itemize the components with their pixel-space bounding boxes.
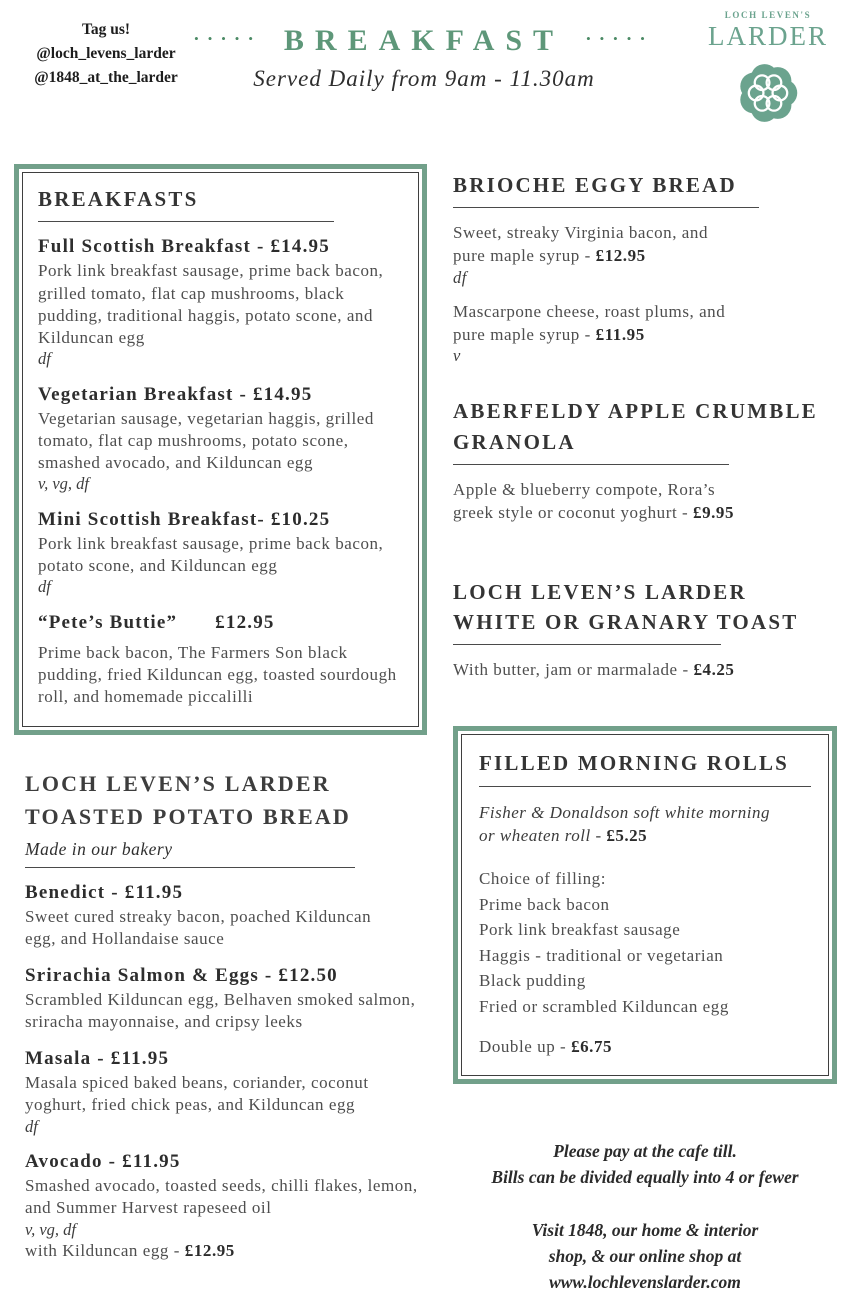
item-name: Mini Scottish Breakfast: [38, 508, 258, 530]
section-heading-line2: TOASTED POTATO BREAD: [25, 803, 351, 829]
heading-rule: [453, 207, 759, 208]
item-price: £12.95: [215, 611, 275, 633]
item-description: Sweet, streaky Virginia bacon, and: [453, 223, 708, 243]
dietary-tags: df: [38, 348, 51, 368]
social-handle-2: @1848_at_the_larder: [34, 69, 178, 87]
menu-item-avocado: Avocado - £11.95 Smashed avocado, toasted seeds, chilli flakes, lemon, and Summer Harvest rapeseed oil v, vg, df with Kilduncan egg - £12.95: [25, 1151, 427, 1261]
section-heading-line2: WHITE OR GRANARY TOAST: [453, 609, 799, 634]
menu-item-benedict: Benedict - £11.95 Sweet cured streaky bacon, poached Kilduncan egg, and Hollandaise sauce: [25, 882, 427, 950]
item-name: Full Scottish Breakfast: [38, 236, 252, 258]
ornament-dots-right-icon: •••••: [586, 31, 654, 46]
menu-item-brioche-mascarpone: Mascarpone cheese, roast plums, and pure maple syrup - £11.95 v: [453, 301, 837, 366]
item-description: Apple & blueberry compote, Rora’s: [453, 479, 716, 499]
right-column: [441, 164, 837, 1295]
item-price: £11.95: [124, 881, 184, 903]
filling-option: Haggis - traditional or vegetarian: [479, 945, 724, 965]
filling-option: Prime back bacon: [479, 894, 610, 914]
item-description: Scrambled Kilduncan egg, Belhaven smoked salmon, sriracha mayonnaise, and cripsy leeks: [25, 990, 416, 1032]
potato-bread-section: [14, 767, 427, 1261]
item-price: £11.95: [595, 324, 645, 344]
dietary-tags: df: [453, 267, 467, 287]
menu-item-mini-scottish: Mini Scottish Breakfast- £10.25 Pork link breakfast sausage, prime back bacon, potato scone, and Kilduncan egg df: [38, 509, 403, 597]
bakery-tagline: Made in our bakery: [25, 838, 173, 859]
dietary-tags: df: [38, 576, 51, 596]
filling-option: Fried or scrambled Kilduncan egg: [479, 996, 729, 1016]
page-title: BREAKFAST: [283, 24, 565, 57]
website-url: www.lochlevenslarder.com: [549, 1272, 741, 1293]
fillings-list: [479, 866, 811, 1019]
menu-item-brioche-bacon: Sweet, streaky Virginia bacon, and pure maple syrup - £12.95 df: [453, 222, 837, 287]
section-heading-line2: GRANOLA: [453, 429, 576, 454]
item-name: “Pete’s Buttie”: [38, 611, 178, 633]
item-price: £9.95: [693, 502, 735, 522]
filling-option: Pork link breakfast sausage: [479, 920, 681, 940]
breakfasts-box: [14, 164, 427, 735]
heading-rule: [25, 867, 355, 868]
item-description: Vegetarian sausage, vegetarian haggis, grilled tomato, flat cap mushrooms, potato scone, smashed avocado, and Kilduncan egg: [38, 408, 374, 472]
item-price: £11.95: [122, 1151, 181, 1173]
payment-note-line2: Bills can be divided equally into 4 or fewer: [491, 1167, 799, 1188]
heading-rule: [453, 464, 729, 465]
dietary-tags: df: [25, 1116, 38, 1136]
extra-option-price: £12.95: [184, 1241, 235, 1261]
item-name: Srirachia Salmon & Eggs: [25, 965, 259, 987]
section-heading-breakfasts: BREAKFASTS: [38, 187, 199, 211]
logo-top-text: LOCH LEVEN'S: [724, 10, 812, 20]
item-price: £6.75: [571, 1037, 613, 1057]
item-price: £12.95: [595, 246, 646, 266]
visit-note: Visit 1848, our home & interior shop, & our online shop at www.lochlevenslarder.com: [453, 1217, 837, 1295]
menu-item-petes-buttie: [38, 612, 403, 708]
menu-item-masala: Masala - £11.95 Masala spiced baked beans, coriander, coconut yoghurt, fried chick peas, and Kilduncan egg df: [25, 1048, 427, 1136]
section-heading-rolls: FILLED MORNING ROLLS: [479, 751, 790, 776]
menu-item-srirachia: Srirachia Salmon & Eggs - £12.50 Scrambled Kilduncan egg, Belhaven smoked salmon, sriracha mayonnaise, and cripsy leeks: [25, 965, 427, 1033]
dietary-tags: v, vg, df: [38, 473, 90, 493]
double-up-option: Double up - £6.75: [479, 1037, 613, 1057]
extra-option-label: with Kilduncan egg -: [25, 1241, 185, 1261]
heading-rule: [453, 644, 721, 645]
menu-item-granola: Apple & blueberry compote, Rora’s greek style or coconut yoghurt - £9.95: [453, 479, 837, 525]
item-description: Sweet cured streaky bacon, poached Kilduncan egg, and Hollandaise sauce: [25, 906, 372, 949]
section-heading-line1: ABERFELDY APPLE CRUMBLE: [453, 399, 818, 424]
item-price: £4.25: [693, 660, 735, 680]
item-description: Pork link breakfast sausage, prime back bacon, potato scone, and Kilduncan egg: [38, 533, 384, 575]
menu-columns: [0, 152, 848, 1295]
item-price: £14.95: [270, 236, 330, 258]
granola-section: [453, 396, 837, 524]
item-price: £14.95: [252, 383, 313, 405]
social-handle-1: @loch_levens_larder: [36, 45, 176, 63]
payment-note-line1: Please pay at the cafe till.: [553, 1141, 737, 1162]
item-description: Smashed avocado, toasted seeds, chilli flakes, lemon, and Summer Harvest rapeseed oil: [25, 1176, 418, 1218]
flower-rosette-icon: [702, 61, 834, 130]
logo-name-text: LARDER: [708, 21, 828, 51]
item-price: £11.95: [110, 1048, 170, 1070]
item-name: Masala: [25, 1048, 92, 1070]
item-price: £12.50: [278, 965, 338, 987]
tag-us-label: Tag us!: [81, 21, 131, 38]
menu-item-toast: [453, 659, 837, 682]
item-name: Vegetarian Breakfast: [38, 383, 234, 405]
item-description: Mascarpone cheese, roast plums, and: [453, 301, 726, 321]
item-name: Benedict: [25, 881, 106, 903]
filling-option: Black pudding: [479, 971, 586, 991]
item-description: With butter, jam or marmalade -: [453, 660, 694, 680]
rolls-intro: Fisher & Donaldson soft white morning or wheaten roll - £5.25: [479, 802, 770, 846]
item-price: £5.25: [606, 826, 648, 846]
item-price: £10.25: [270, 508, 331, 530]
menu-item-vegetarian: Vegetarian Breakfast - £14.95 Vegetarian sausage, vegetarian haggis, grilled tomato, flat cap mushrooms, potato scone, smashed avocado, and Kilduncan egg v, vg, df: [38, 384, 403, 494]
menu-header: [0, 0, 848, 152]
brand-logo: [702, 10, 834, 130]
item-description: Pork link breakfast sausage, prime back bacon, grilled tomato, flat cap mushrooms, black pudding, traditional haggis, potato scone, and Kilduncan egg: [38, 261, 384, 347]
heading-rule: [479, 786, 811, 787]
brioche-section: [453, 170, 837, 366]
item-description: Prime back bacon, The Farmers Son black pudding, fried Kilduncan egg, toasted sourdough roll, and homemade piccalilli: [38, 642, 397, 706]
item-description: Masala spiced baked beans, coriander, coconut yoghurt, fried chick peas, and Kilduncan egg: [25, 1073, 369, 1115]
item-name: Avocado: [25, 1151, 103, 1173]
ornament-dots-left-icon: •••••: [194, 31, 262, 46]
serving-hours: Served Daily from 9am - 11.30am: [253, 66, 595, 91]
section-heading-line1: LOCH LEVEN’S LARDER: [453, 579, 747, 604]
dietary-tags: v, vg, df: [25, 1219, 77, 1239]
toast-section: [453, 577, 837, 683]
dietary-tags: v: [453, 346, 461, 366]
section-heading-brioche: BRIOCHE EGGY BREAD: [453, 173, 737, 197]
fillings-label: Choice of filling:: [479, 869, 606, 889]
heading-rule: [38, 221, 334, 222]
left-column: [14, 164, 427, 1276]
section-heading-line1: LOCH LEVEN’S LARDER: [25, 770, 331, 796]
filled-morning-rolls-box: [453, 726, 837, 1084]
menu-item-full-scottish: Full Scottish Breakfast - £14.95 Pork link breakfast sausage, prime back bacon, grilled tomato, flat cap mushrooms, black pudding, traditional haggis, potato scone, and Kilduncan egg df: [38, 236, 403, 368]
footer-notes: [453, 1138, 837, 1295]
